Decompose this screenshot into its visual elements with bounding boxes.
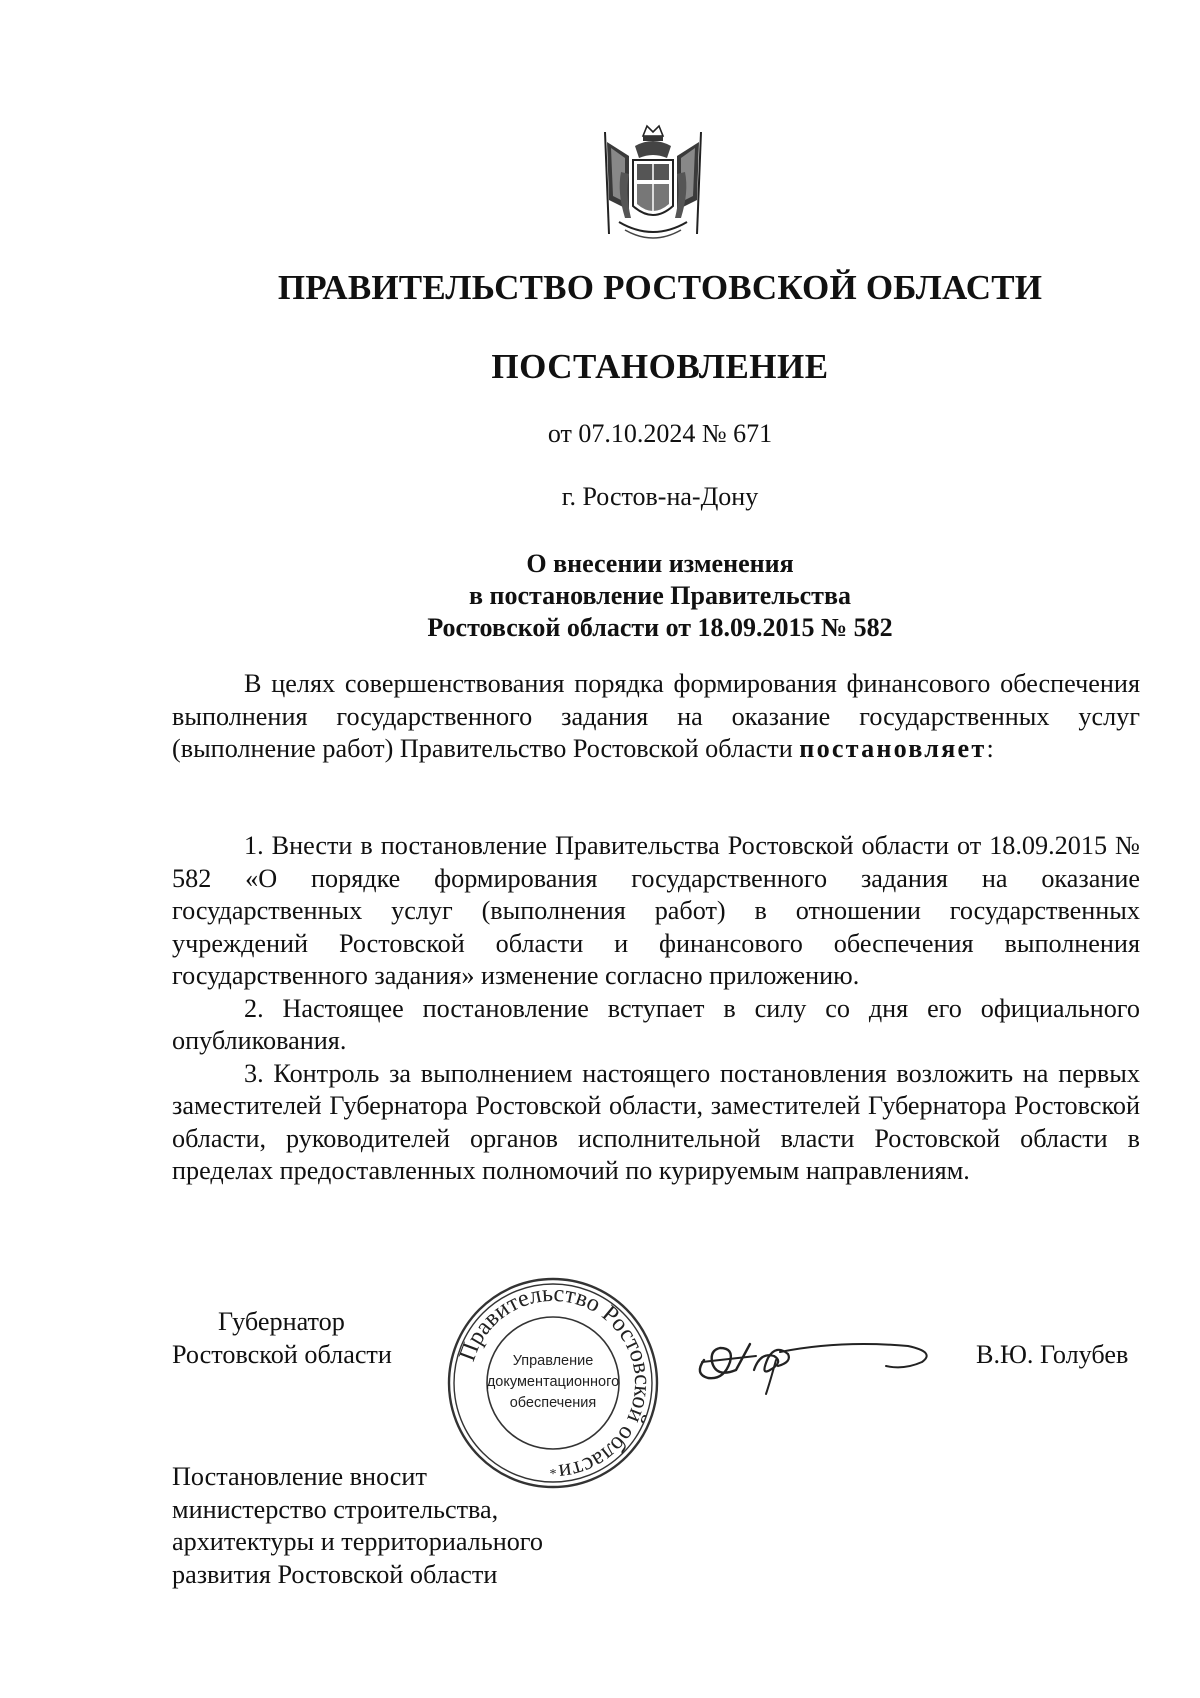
signatory-position	[172, 1306, 392, 1371]
rostov-oblast-coat-of-arms-icon	[599, 122, 707, 246]
submitter-line: Постановление вносит	[172, 1462, 427, 1491]
subject-line: Ростовской области от 18.09.2015 № 582	[427, 613, 893, 642]
preamble-text: В целях совершенствования порядка формирования финансового обеспечения выполнения государственного задания на оказание государственных услуг (выполнение работ) Правительство Ростовской области	[172, 669, 1140, 763]
signatory-name: В.Ю. Голубев	[976, 1340, 1129, 1369]
resolution-item: 1. Внести в постановление Правительства Ростовской области от 18.09.2015 № 582 «О порядке формирования государственного задания на оказание государственных услуг (выполнения работ) в отношении государственных учреждений Ростовской области и финансового обеспечения выполнения государственного задания» изменение согласно приложению.	[172, 831, 1140, 990]
resolution-items	[172, 830, 1140, 1188]
resolution-item: 3. Контроль за выполнением настоящего постановления возложить на первых заместителей Губернатора Ростовской области, заместителей Губернатора Ростовской области, руководителей органов исполнительной власти Ростовской области в пределах предоставленных полномочий по курируемым направлениям.	[172, 1058, 1140, 1185]
submitter-line: министерство строительства,	[172, 1494, 499, 1524]
round-official-stamp-icon	[444, 1274, 662, 1492]
position-line: Ростовской области	[172, 1339, 392, 1369]
organization-title: ПРАВИТЕЛЬСТВО РОСТОВСКОЙ ОБЛАСТИ	[277, 268, 1043, 307]
document-type: ПОСТАНОВЛЕНИЕ	[491, 347, 829, 386]
stamp-inner-line: документационного	[486, 1374, 620, 1390]
resolves-word: постановляет	[799, 734, 987, 763]
submitter-line: развития Ростовской области	[172, 1559, 498, 1589]
stamp-inner-line: обеспечения	[509, 1395, 597, 1411]
document-date-number: от 07.10.2024 № 671	[547, 419, 773, 448]
subject-line: О внесении изменения	[526, 549, 794, 578]
position-line: Губернатор	[218, 1307, 345, 1336]
stamp-star: *	[549, 1467, 557, 1482]
preamble	[172, 668, 1140, 766]
stamp-outer-text: Правительство Ростовской области	[454, 1280, 656, 1485]
document-subject	[0, 548, 1200, 644]
submitter-line: архитектуры и территориального	[172, 1527, 543, 1556]
resolution-item: 2. Настоящее постановление вступает в силу со дня его официального опубликования.	[172, 993, 1140, 1055]
submitter-note	[172, 1461, 543, 1591]
preamble-colon: :	[986, 734, 994, 763]
subject-line: в постановление Правительства	[468, 581, 851, 610]
handwritten-signature-icon	[690, 1322, 940, 1402]
document-city: г. Ростов-на-Дону	[561, 482, 759, 511]
preamble-paragraph	[172, 668, 1140, 766]
stamp-inner-line: Управление	[512, 1353, 594, 1369]
